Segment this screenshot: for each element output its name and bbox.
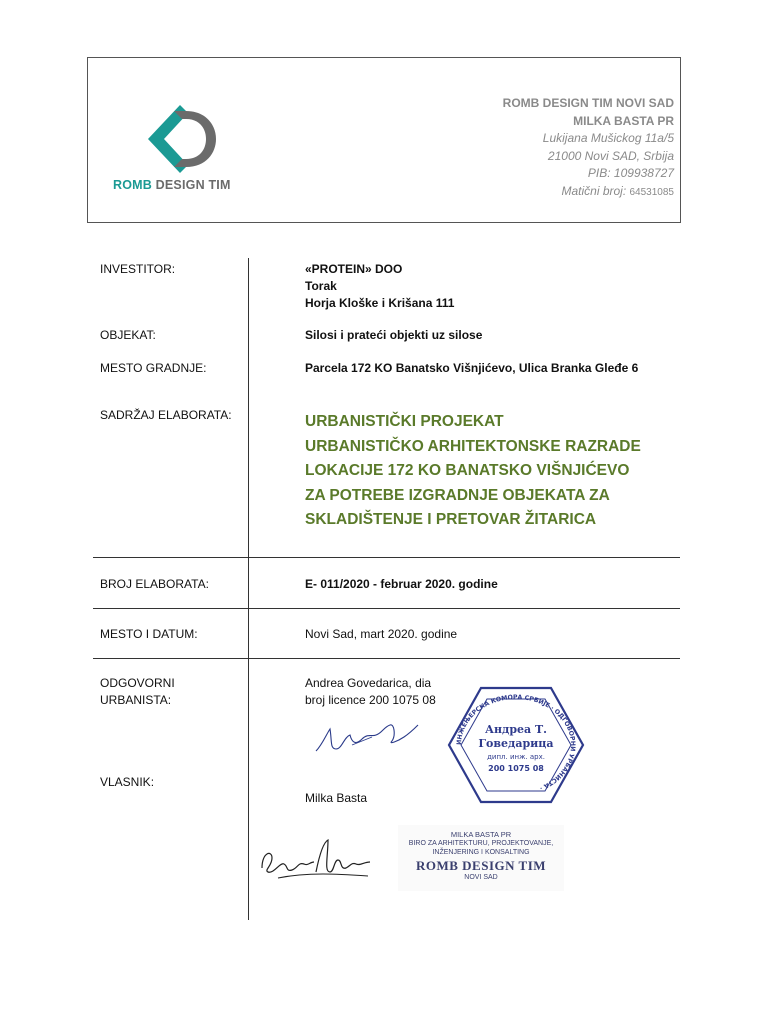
stamp-title: дипл. инж. арх. bbox=[487, 753, 545, 761]
company-mb-value: 64531085 bbox=[629, 186, 674, 198]
project-title bbox=[305, 410, 641, 533]
company-mb-label: Matični broj: bbox=[561, 183, 627, 198]
firm-stamp-owner: MILKA BASTA PR bbox=[450, 830, 512, 839]
broj-value: E- 011/2020 - februar 2020. godine bbox=[305, 577, 498, 591]
mesto-datum-value: Novi Sad, mart 2020. godine bbox=[305, 627, 458, 641]
urbanista-value bbox=[305, 675, 436, 709]
company-street: Lukijana Mušickog 11a/5 bbox=[542, 131, 674, 145]
firm-stamp-name: ROMB DESIGN TIM bbox=[415, 858, 547, 873]
sadrzaj-label: SADRŽAJ ELABORATA: bbox=[100, 408, 232, 422]
odgovorni-label-line1: ODGOVORNI bbox=[100, 676, 175, 690]
mesto-gradnje-label: MESTO GRADNJE: bbox=[100, 361, 207, 375]
firm-stamp-activity: BIRO ZA ARHITEKTURU, PROJEKTOVANJE, bbox=[408, 840, 554, 847]
title-line: URBANISTIČKI PROJEKAT bbox=[305, 413, 504, 430]
title-line: SKLADIŠTENJE I PRETOVAR ŽITARICA bbox=[305, 511, 597, 528]
column-divider bbox=[248, 258, 249, 920]
urbanista-name: Andrea Govedarica, dia bbox=[305, 676, 432, 690]
owner-signature bbox=[258, 832, 378, 888]
stamp-name1: Андреа Т. bbox=[484, 723, 548, 736]
row-divider bbox=[93, 608, 680, 609]
title-line: ZA POTREBE IZGRADNJE OBJEKATA ZA bbox=[305, 486, 610, 504]
vlasnik-name: Milka Basta bbox=[305, 791, 368, 805]
investitor-value bbox=[305, 261, 454, 312]
odgovorni-label-line2: URBANISTA: bbox=[100, 693, 172, 707]
investitor-address: Horja Kloške i Krišana 111 bbox=[305, 296, 455, 310]
firm-stamp-activity-2: INŽENJERING I KONSALTING bbox=[432, 849, 530, 856]
logo-text bbox=[113, 178, 231, 192]
row-divider bbox=[93, 557, 680, 558]
stamp-name2: Говедарица bbox=[478, 737, 554, 750]
title-line: URBANISTIČKO ARHITEKTONSKE RAZRADE bbox=[305, 437, 641, 455]
investitor-city: Torak bbox=[305, 279, 337, 293]
mesto-datum-label: MESTO I DATUM: bbox=[100, 627, 198, 641]
vlasnik-label: VLASNIK: bbox=[100, 775, 155, 789]
mesto-gradnje-value: Parcela 172 KO Banatsko Višnjićevo, Ulica Branka Gleđe 6 bbox=[305, 361, 639, 375]
row-divider bbox=[93, 658, 680, 659]
odgovorni-label bbox=[100, 675, 175, 709]
title-line: LOKACIJE 172 KO BANATSKO VIŠNJIĆEVO bbox=[305, 462, 630, 479]
firm-stamp-city: NOVI SAD bbox=[464, 874, 498, 881]
broj-label: BROJ ELABORATA: bbox=[100, 577, 209, 591]
company-name: ROMB DESIGN TIM NOVI SAD bbox=[502, 96, 674, 110]
investitor-label: INVESTITOR: bbox=[100, 262, 176, 276]
logo-text-romb: ROMB bbox=[113, 178, 152, 192]
stamp-number: 200 1075 08 bbox=[488, 764, 544, 773]
company-mb bbox=[503, 183, 674, 202]
logo-text-rest: DESIGN TIM bbox=[152, 178, 231, 192]
urbanista-licence: broj licence 200 1075 08 bbox=[305, 693, 436, 707]
company-city: 21000 Novi SAD, Srbija bbox=[547, 148, 674, 163]
urbanista-signature bbox=[312, 715, 422, 760]
urbanista-stamp bbox=[447, 685, 585, 805]
stamp-ring-text: ИНЖЕЊЕРСКА КОМОРА СРБИЈЕ · ОДГОВОРНИ УРБАНИСТА · bbox=[455, 693, 577, 792]
objekat-label: OBJEKAT: bbox=[100, 328, 156, 342]
objekat-value: Silosi i prateći objekti uz silose bbox=[305, 328, 483, 342]
investitor-name: «PROTEIN» DOO bbox=[305, 262, 403, 276]
company-info bbox=[503, 95, 674, 201]
company-owner: MILKA BASTA PR bbox=[573, 113, 674, 128]
company-pib: PIB: 109938727 bbox=[587, 166, 674, 180]
firm-stamp bbox=[398, 825, 564, 891]
romb-logo-icon bbox=[140, 103, 220, 175]
